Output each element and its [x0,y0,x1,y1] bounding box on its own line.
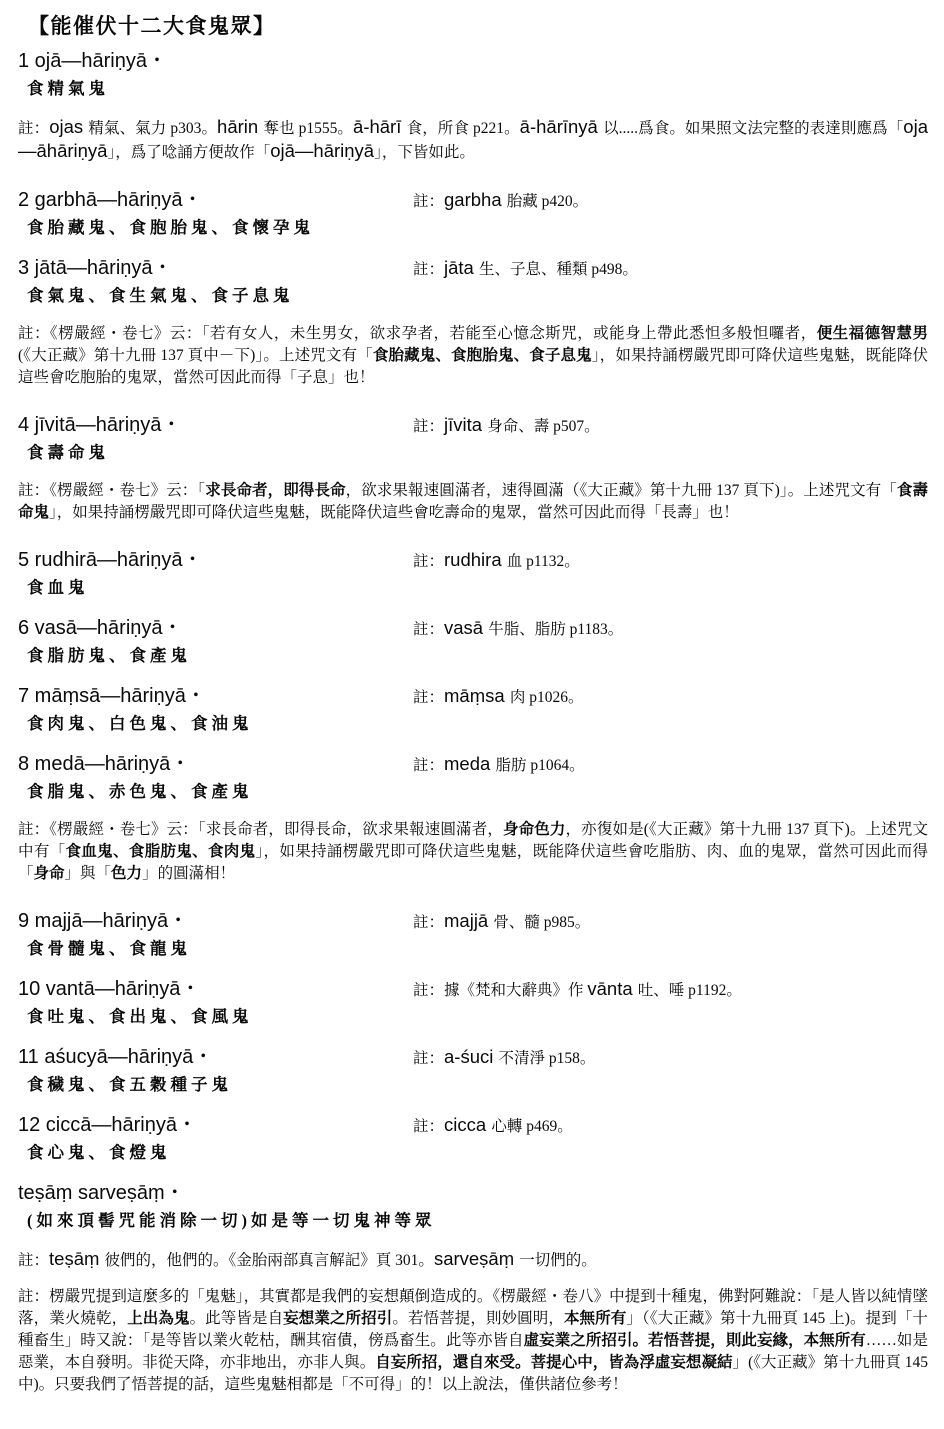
entry-head-row [18,48,928,74]
note-paragraph [18,819,928,885]
text-run: 註：據《梵和大辭典》作 [413,982,588,999]
entry-head-row [18,976,928,1002]
sanskrit-term: māṃsa [444,685,510,706]
text-run: 」(《大正藏》第十九冊頁 145 中)。只要我們了悟菩提的話，這些鬼魅相都是「不可得」的！以上說法，僅供諸位參考！ [18,1354,928,1393]
text-run: 牛脂、脂肪 p1183。 [488,621,624,638]
text-run: 註：《楞嚴經・卷七》云：「若有女人，未生男女，欲求孕者，若能至心憶念斯咒，或能身上帶此悉怛多般怛囉者， [18,325,817,342]
ghost-names: 食吐鬼、食出鬼、食風鬼 [27,1007,253,1026]
sanskrit-term: vasā [444,617,489,638]
ghost-names: 食脂肪鬼、食產鬼 [27,646,191,665]
entry-headword: 5 rudhirā—hāriṇyā・ [18,549,203,571]
text-run: 肉 p1026。 [509,689,584,706]
text-run: 彼們的，他們的。《金胎兩部真言解記》頁 301。 [104,1252,434,1269]
text-run: 脂肪 p1064。 [495,757,585,774]
text-run: 註：楞嚴咒提到這麼多的「鬼魅」，其實都是我們的妄想顛倒造成的。《楞嚴經・卷八》中提到十種鬼，佛對阿難說：「是人皆以純情墜落，業火燒乾， [18,1288,928,1327]
emphasis-text: 食血鬼、食脂肪鬼、食肉鬼 [65,843,256,860]
note-paragraph [18,116,928,164]
emphasis-text: 身命色力 [502,821,566,838]
entry-inline-note [413,414,600,438]
mantra-entry [18,615,928,668]
text-run: 註： [18,120,50,137]
sanskrit-term: jīvita [444,414,488,435]
mantra-entry [18,547,928,600]
text-run: 」，如果持誦楞嚴咒即可降伏這些鬼魅，既能降伏這些會吃脂肪、肉、血的鬼眾，當然可因此而得「 [18,843,928,882]
entry-head-row [18,683,928,709]
emphasis-text: 本無所有 [563,1310,627,1327]
entry-headword: 8 medā—hāriṇyā・ [18,753,191,775]
sanskrit-term: sarveṣāṃ [433,1248,520,1269]
text-run: 奪也 p1555。 [263,120,354,137]
mantra-entry [18,187,928,240]
entry-headword: 11 aśucyā—hāriṇyā・ [18,1046,214,1068]
entry-head-row [18,255,928,281]
page-title: 【能催伏十二大食鬼眾】 [28,14,276,38]
entry-headword: 7 māṃsā—hāriṇyā・ [18,685,206,707]
mantra-entry [18,1112,928,1165]
mantra-entry [18,751,928,804]
ghost-names: 食心鬼、食燈鬼 [27,1143,171,1162]
text-run: ，亦復如是(《大正藏》第十九冊 137 頁下)。上述咒文中有「 [18,821,928,860]
text-run: 。此等皆是自 [189,1310,284,1327]
sanskrit-term: majjā [444,910,494,931]
entry-headword: teṣāṃ sarveṣāṃ・ [18,1182,185,1204]
text-run: 血 p1132。 [506,553,580,570]
entry-headword: 4 jīvitā—hāriṇyā・ [18,414,182,436]
text-run: 一切們的。 [519,1252,597,1269]
entry-head-row [18,751,928,777]
ghost-names: 食脂鬼、赤色鬼、食產鬼 [27,782,253,801]
entry-headword: 10 vantā—hāriṇyā・ [18,978,201,1000]
text-run: 」的圓滿相！ [142,865,236,882]
text-run: (《大正藏》第十九冊 137 頁中－下)」。上述咒文有「 [18,347,373,364]
text-run: 」（《大正藏》第十九冊頁 145 上)。提到「十種畜生」時又說：「是等皆以業火乾枯，酬其宿債，傍爲畜生。此等亦皆自 [18,1310,928,1349]
ghost-names: 食胎藏鬼、食胞胎鬼、食懷孕鬼 [27,218,314,237]
sanskrit-term: garbha [444,189,507,210]
sanskrit-term: jāta [444,257,479,278]
text-run: 註： [413,914,445,931]
mantra-entry [18,908,928,961]
sanskrit-term: meda [444,753,496,774]
entry-headword: 2 garbhā—hāriṇyā・ [18,189,203,211]
entry-head-row [18,412,928,438]
ghost-names: (如來頂髻咒能消除一切)如是等一切鬼神等眾 [27,1211,436,1230]
emphasis-text: 食胎藏鬼、食胞胎鬼、食子息鬼 [372,347,592,364]
sanskrit-term: rudhira [444,549,507,570]
text-run: 註： [413,193,445,210]
ghost-names: 食骨髓鬼、食龍鬼 [27,939,191,958]
text-run: ，欲求果報速圓滿者，速得圓滿（《大正藏》第十九冊 137 頁下)」。上述咒文有「 [345,482,897,499]
entry-inline-note [413,685,583,709]
sanskrit-term: hārin [217,116,264,137]
entry-inline-note [413,1114,573,1138]
entry-inline-note [413,1046,595,1070]
entry-inline-note [413,910,590,934]
mantra-entry [18,976,928,1029]
text-run: 註： [413,1050,445,1067]
ghost-names: 食血鬼 [27,578,89,597]
emphasis-text: 上出為鬼 [127,1310,190,1327]
mantra-entry [18,683,928,736]
emphasis-text: 虛妄業之所招引。若悟菩提，則此妄緣，本無所有 [523,1332,866,1349]
mantra-entry [18,1180,928,1233]
text-run: 食，所食 p221。 [406,120,520,137]
text-run: 註： [413,621,445,638]
entry-inline-note [413,617,623,641]
entry-inline-note [413,257,638,281]
emphasis-text: 便生福德智慧男 [816,325,928,342]
sanskrit-term: ojas [49,116,89,137]
sanskrit-term: teṣāṃ [49,1248,105,1269]
entry-head-row [18,1112,928,1138]
text-run: 註： [413,418,445,435]
ghost-names: 食壽命鬼 [27,443,109,462]
text-run: 以.....爲食。如果照文法完整的表達則應爲「 [603,120,904,137]
emphasis-text: 自妄所招，還自來受。菩提心中，皆為浮虛妄想凝結 [375,1354,733,1371]
text-run: 註： [413,261,445,278]
mantra-entry [18,48,928,101]
document-body [18,48,928,1396]
entry-head-row [18,547,928,573]
text-run: 精氣、氣力 p303。 [88,120,218,137]
sanskrit-term: ā-hārīnyā [519,116,604,137]
entry-head-row [18,1180,928,1206]
emphasis-text: 妄想業之所招引 [283,1310,393,1327]
sanskrit-term: ā-hārī [353,116,407,137]
entry-headword: 9 majjā—hāriṇyā・ [18,910,189,932]
text-run: 」，如果持誦楞嚴咒即可降伏這些鬼魅，既能降伏這些會吃胞胎的鬼眾，當然可因此而得「子息」也！ [18,347,928,386]
text-run: 生、子息、種類 p498。 [478,261,638,278]
emphasis-text: 身命 [33,865,65,882]
entry-head-row [18,187,928,213]
entry-headword: 1 ojā—hāriṇyā・ [18,50,167,72]
note-paragraph [18,1248,928,1272]
sanskrit-term: vānta [587,978,638,999]
emphasis-text: 求長命者，即得長命 [205,482,346,499]
entry-inline-note [413,189,588,213]
text-run: 註： [18,1252,50,1269]
entry-headword: 12 ciccā—hāriṇyā・ [18,1114,197,1136]
note-paragraph [18,323,928,389]
entry-inline-note [413,753,585,777]
note-paragraph [18,1286,928,1396]
text-run: 骨、髓 p985。 [493,914,591,931]
emphasis-text: 色力 [111,865,143,882]
entry-head-row [18,1044,928,1070]
text-run: 」與「 [64,865,112,882]
text-run: 心轉 p469。 [491,1118,573,1135]
text-run: 註：《楞嚴經・卷七》云：「 [18,482,206,499]
emphasis-text: 食壽命鬼 [18,482,928,521]
note-paragraph [18,480,928,524]
entry-headword: 6 vasā—hāriṇyā・ [18,617,183,639]
text-run: 註： [413,689,445,706]
entry-inline-note [413,978,742,1002]
sanskrit-term: oja—āhāriṇyā [18,116,928,161]
entry-head-row [18,908,928,934]
mantra-entry [18,1044,928,1097]
text-run: 註： [413,553,445,570]
sanskrit-term: cicca [444,1114,492,1135]
text-run: 註： [413,1118,445,1135]
text-run: 不清淨 p158。 [498,1050,596,1067]
text-run: 。若悟菩提，則妙圓明， [392,1310,564,1327]
text-run: 」，爲了唸誦方便故作「 [107,144,271,161]
text-run: 胎藏 p420。 [506,193,589,210]
entry-inline-note [413,549,580,573]
mantra-entry [18,255,928,308]
sanskrit-term: a-śuci [444,1046,499,1067]
ghost-names: 食氣鬼、食生氣鬼、食子息鬼 [27,286,294,305]
text-run: 身命、壽 p507。 [487,418,600,435]
entry-head-row [18,615,928,641]
sanskrit-term: ojā—hāriṇyā [270,140,375,161]
text-run: 」，下皆如此。 [374,144,475,161]
ghost-names: 食穢鬼、食五穀種子鬼 [27,1075,232,1094]
text-run: 註： [413,757,445,774]
ghost-names: 食精氣鬼 [27,79,109,98]
text-run: 吐、唾 p1192。 [637,982,742,999]
text-run: 註：《楞嚴經・卷七》云：「求長命者，即得長命，欲求果報速圓滿者， [18,821,503,838]
text-run: ……如是惡業，本自發明。非從天降，亦非地出，亦非人與。 [18,1332,928,1371]
text-run: 」，如果持誦楞嚴咒即可降伏這些鬼魅，既能降伏這些會吃壽命的鬼眾，當然可因此而得「長壽」也！ [49,504,739,521]
mantra-entry [18,412,928,465]
ghost-names: 食肉鬼、白色鬼、食油鬼 [27,714,253,733]
entry-headword: 3 jātā—hāriṇyā・ [18,257,173,279]
